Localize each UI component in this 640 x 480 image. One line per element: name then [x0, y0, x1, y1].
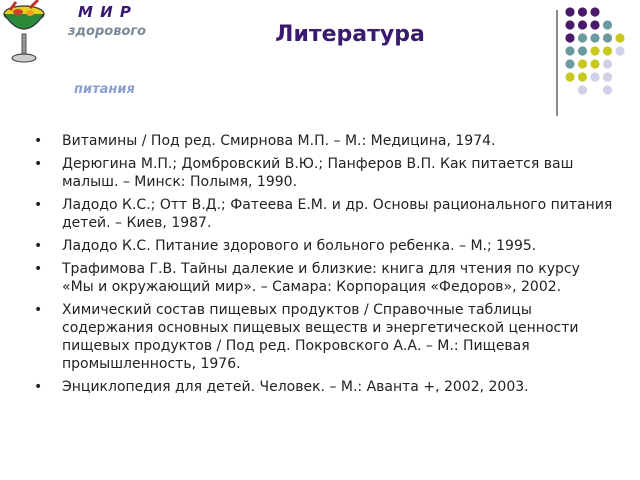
- decorative-dot: [578, 46, 587, 55]
- logo-line-3: питания: [74, 82, 135, 97]
- decorative-dot: [578, 20, 587, 29]
- page-title: Литература: [275, 22, 425, 47]
- decorative-dot: [565, 20, 574, 29]
- decorative-dot: [578, 59, 587, 68]
- decorative-dot: [603, 85, 612, 94]
- reference-item: [34, 155, 614, 191]
- bullet-icon: •: [34, 156, 43, 172]
- decorative-dot: [590, 46, 599, 55]
- reference-item: [34, 260, 614, 296]
- decorative-dot: [603, 20, 612, 29]
- bullet-icon: •: [34, 302, 43, 318]
- bullet-icon: •: [34, 133, 43, 149]
- decorative-dot: [603, 59, 612, 68]
- bullet-icon: •: [34, 261, 43, 277]
- reference-item: [34, 132, 614, 150]
- decorative-dot: [590, 7, 599, 16]
- reference-text: Трафимова Г.В. Тайны далекие и близкие: книга для чтения по курсу «Мы и окружающий мир». – Самара: Корпорация «Федоров», 2002.: [62, 261, 580, 295]
- decorative-dot: [565, 72, 574, 81]
- decorative-dot: [565, 46, 574, 55]
- decorative-dot: [590, 59, 599, 68]
- decorative-dot: [590, 33, 599, 42]
- decorative-dot: [615, 33, 624, 42]
- bullet-icon: •: [34, 238, 43, 254]
- reference-item: [34, 196, 614, 232]
- decorative-dot: [590, 20, 599, 29]
- reference-text: Витамины / Под ред. Смирнова М.П. – М.: Медицина, 1974.: [62, 133, 496, 149]
- decorative-dots-icon: [564, 6, 636, 106]
- reference-list: [34, 132, 614, 401]
- decorative-dot: [578, 33, 587, 42]
- decorative-dot: [578, 72, 587, 81]
- reference-text: Химический состав пищевых продуктов / Справочные таблицы содержания основных пищевых веществ и энергетической ценности пищевых продуктов / Под ред. Покровского А.А. – М.: Пищевая промышленность, 1976.: [62, 302, 579, 372]
- reference-item: [34, 378, 614, 396]
- decorative-dot: [565, 7, 574, 16]
- decorative-dot: [603, 46, 612, 55]
- reference-text: Энциклопедия для детей. Человек. – М.: Аванта +, 2002, 2003.: [62, 379, 529, 395]
- decorative-dot: [565, 59, 574, 68]
- decorative-dot: [603, 33, 612, 42]
- reference-text: Ладодо К.С. Питание здорового и больного ребенка. – М.; 1995.: [62, 238, 537, 254]
- reference-item: [34, 301, 614, 373]
- bullet-icon: •: [34, 379, 43, 395]
- decorative-dot: [603, 72, 612, 81]
- decorative-dot: [578, 85, 587, 94]
- reference-text: Дерюгина М.П.; Домбровский В.Ю.; Панферов В.П. Как питается ваш малыш. – Минск: Полымя, 1990.: [62, 156, 574, 190]
- decorative-dot: [565, 33, 574, 42]
- reference-text: Ладодо К.С.; Отт В.Д.; Фатеева Е.М. и др. Основы рационального питания детей. – Киев, 1987.: [62, 197, 613, 231]
- divider-line: [556, 10, 558, 116]
- decorative-dot: [578, 7, 587, 16]
- decorative-dot: [615, 46, 624, 55]
- logo-line-1: М И Р: [78, 3, 132, 21]
- decorative-dot: [590, 72, 599, 81]
- logo-line-2: здорового: [68, 24, 147, 39]
- bullet-icon: •: [34, 197, 43, 213]
- reference-item: [34, 237, 614, 255]
